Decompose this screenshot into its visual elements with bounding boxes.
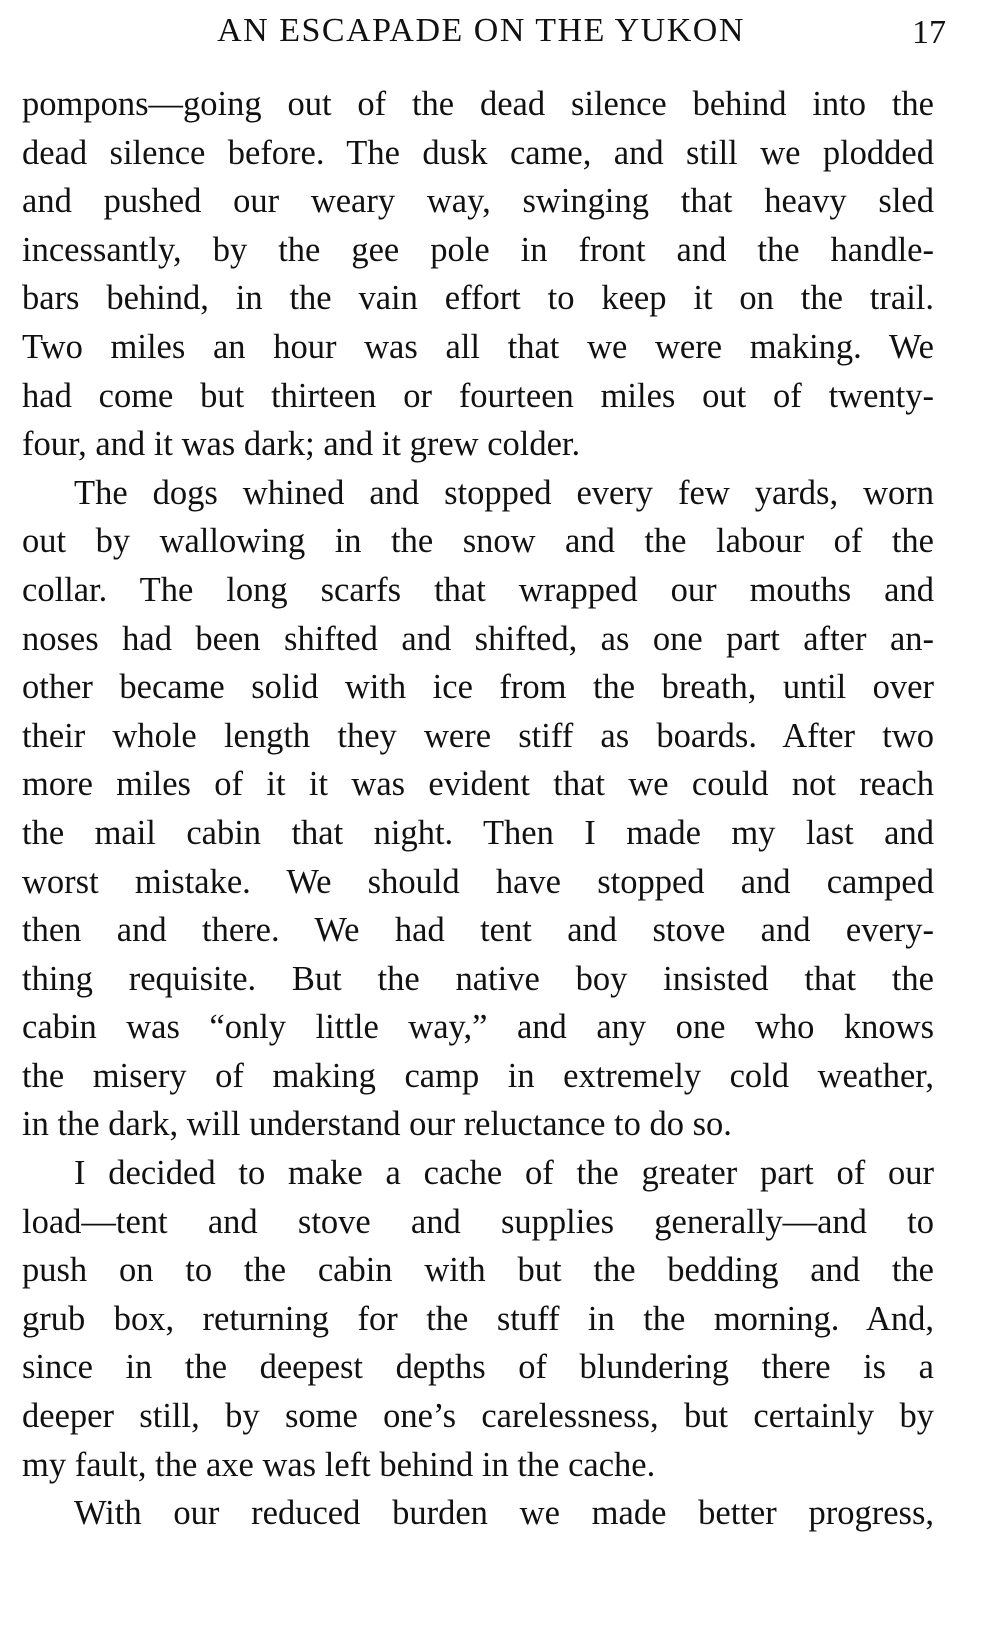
text-line: my fault, the axe was left behind in the cache. [22,1445,656,1484]
paragraph-3 [22,1149,934,1489]
text-line: noses had been shifted and shifted, as one part after an- [22,619,934,658]
text-line: in the dark, will understand our reluctance to do so. [22,1105,732,1144]
paragraph-2 [22,469,934,1149]
text-line: I decided to make a cache of the greater part of our [74,1154,934,1193]
text-line: had come but thirteen or fourteen miles out of twenty- [22,376,934,415]
text-line: thing requisite. But the native boy insisted that the [22,959,934,998]
text-line: other became solid with ice from the breath, until over [22,668,934,707]
text-line: collar. The long scarfs that wrapped our mouths and [22,570,934,609]
text-line: then and there. We had tent and stove and every- [22,911,934,950]
text-line: worst mistake. We should have stopped and camped [22,862,934,901]
text-line: four, and it was dark; and it grew colder. [22,425,581,464]
text-line: With our reduced burden we made better progress, [74,1494,934,1533]
text-line: pompons—going out of the dead silence behind into the [22,85,934,123]
text-line: out by wallowing in the snow and the labour of the [22,522,934,561]
text-line: incessantly, by the gee pole in front and the handle- [22,230,934,269]
text-line: load—tent and stove and supplies generally—and to [22,1202,934,1241]
text-line: the misery of making camp in extremely cold weather, [22,1056,934,1095]
body-text [22,80,934,1538]
text-line: the mail cabin that night. Then I made my last and [22,813,934,852]
text-line: push on to the cabin with but the bedding and the [22,1251,934,1290]
running-head: AN ESCAPADE ON THE YUKON [217,12,745,49]
text-line: bars behind, in the vain effort to keep it on the trail. [22,279,934,318]
text-line: more miles of it it was evident that we could not reach [22,765,934,804]
text-line: cabin was “only little way,” and any one who knows [22,1008,934,1047]
page-header [22,6,946,56]
text-line: since in the deepest depths of blundering there is a [22,1348,934,1387]
text-line: grub box, returning for the stuff in the morning. And, [22,1299,934,1338]
text-line: Two miles an hour was all that we were making. We [22,327,934,366]
paragraph-4 [22,1489,934,1538]
text-line: dead silence before. The dusk came, and still we plodded [22,133,934,172]
paragraph-1 [22,80,934,469]
text-line: deeper still, by some one’s carelessness, but certainly by [22,1397,934,1436]
text-line: The dogs whined and stopped every few yards, worn [74,473,934,512]
text-line: and pushed our weary way, swinging that heavy sled [22,182,934,221]
page-number: 17 [912,14,946,51]
text-line: their whole length they were stiff as boards. After two [22,716,934,755]
